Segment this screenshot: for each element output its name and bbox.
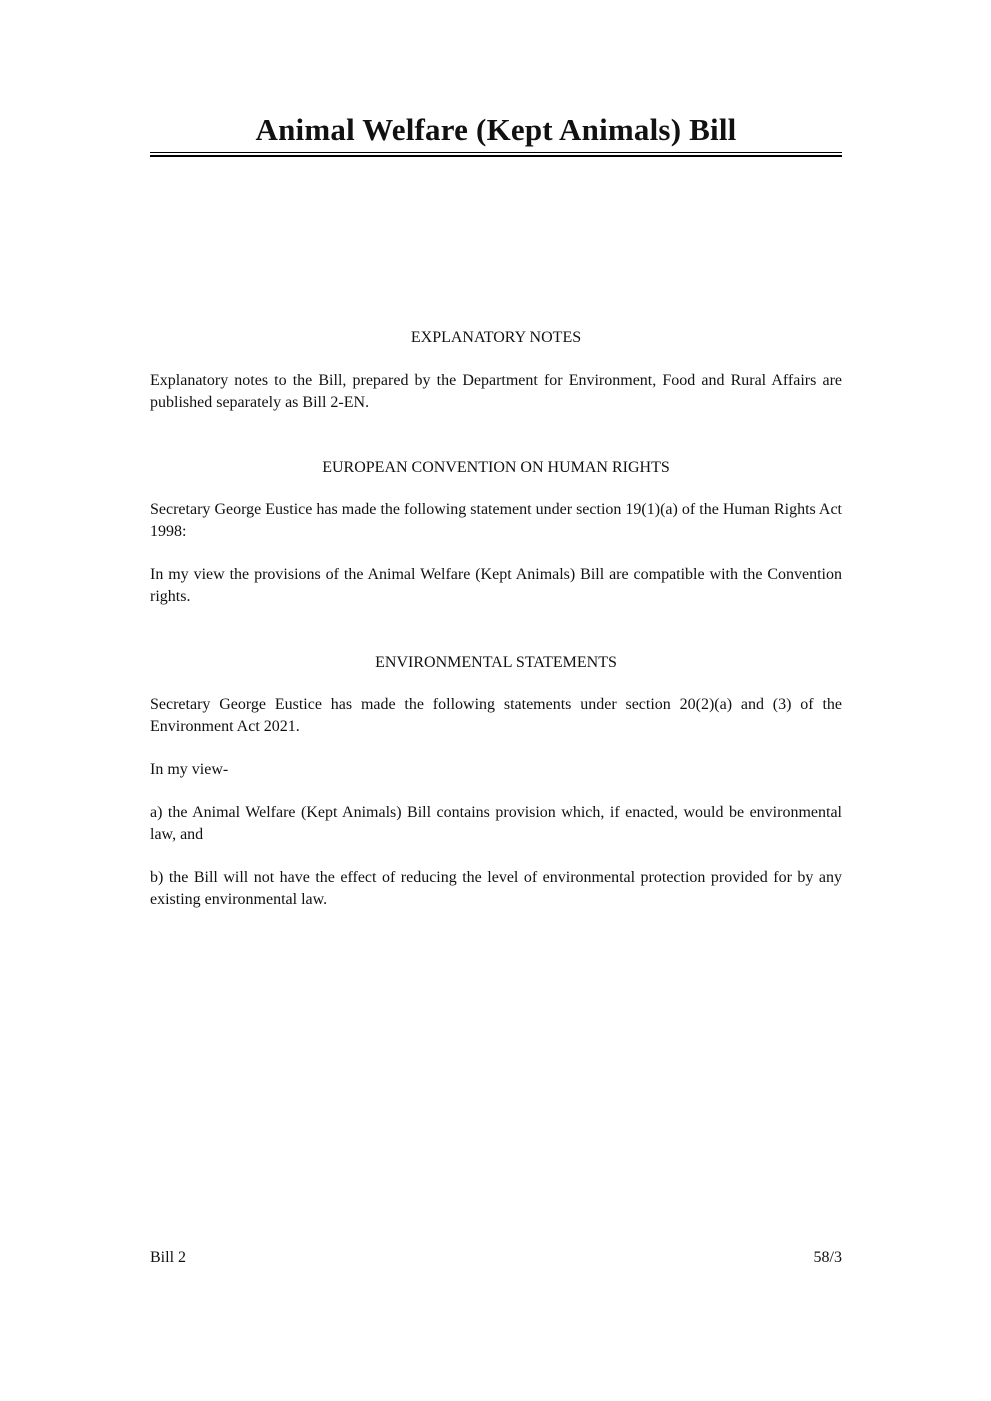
paragraph-env-item-a: a) the Animal Welfare (Kept Animals) Bill contains provision which, if enacted, would be environmental law, and <box>150 804 842 843</box>
title-rule-thin <box>150 152 842 153</box>
footer-reference: 58/3 <box>813 1249 842 1266</box>
title-rule-thick <box>150 155 842 157</box>
heading-environmental-statements: ENVIRONMENTAL STATEMENTS <box>375 654 617 671</box>
footer-bill-number: Bill 2 <box>150 1249 187 1266</box>
paragraph-env-item-b: b) the Bill will not have the effect of reducing the level of environmental protection provided for by any existing environmental law. <box>150 869 842 908</box>
heading-explanatory-notes: EXPLANATORY NOTES <box>410 329 582 346</box>
paragraph-env-view: In my view- <box>150 761 229 778</box>
heading-echr: EUROPEAN CONVENTION ON HUMAN RIGHTS <box>322 459 670 476</box>
paragraph-echr-view: In my view the provisions of the Animal Welfare (Kept Animals) Bill are compatible with the Convention rights. <box>150 566 842 605</box>
paragraph-explanatory-notes: Explanatory notes to the Bill, prepared by the Department for Environment, Food and Rural Affairs are published separately as Bill 2-EN. <box>150 372 842 411</box>
paragraph-env-statement: Secretary George Eustice has made the following statements under section 20(2)(a) and (3) of the Environment Act 2021. <box>150 696 842 735</box>
document-title: Animal Welfare (Kept Animals) Bill <box>255 112 737 147</box>
paragraph-echr-statement: Secretary George Eustice has made the following statement under section 19(1)(a) of the Human Rights Act 1998: <box>150 501 842 540</box>
page-footer <box>150 1247 842 1269</box>
